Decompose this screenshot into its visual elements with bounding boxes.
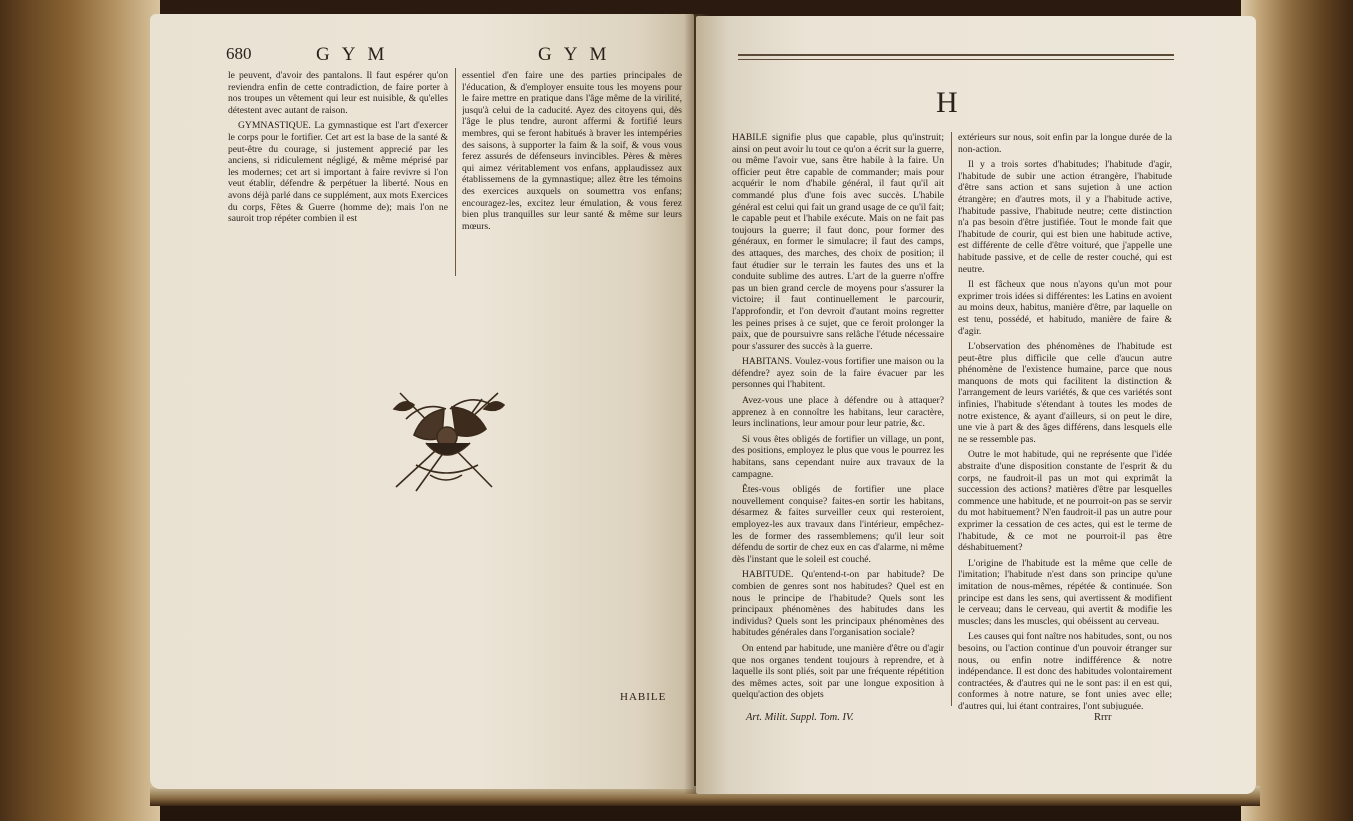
right-page-edges — [1241, 0, 1353, 821]
paragraph: L'observation des phénomènes de l'habitude est peut-être plus difficile que celle d'aucun autre phénomène de l'existence humaine, parce que nous manquons de mots qui facilitent la distinction & l'arrangement de leurs variétés, & que ces variétés sont infinies, l'habitude s'étendant à toutes les modes de notre existence, & ayant d'ailleurs, si on peut le dire, une vie à part & des âges différens, dans lesquels elle ne se ressemble pas. — [958, 341, 1172, 445]
right-page — [696, 16, 1256, 794]
paragraph: Si vous êtes obligés de fortifier un village, un pont, des positions, employez le plus que vous le pourrez les habitans, sans cependant nuire aux travaux de la campagne. — [732, 433, 944, 480]
paragraph: Il y a trois sortes d'habitudes; l'habitude d'agir, l'habitude de subir une action étrangère, l'habitude d'être sans action et sans sujetion à une action étrangère; en d'autres mots, il y a l'habitude active, l'habitude passive, l'habitude neutre; cette distinction n'a pas besoin d'être justifiée. Tout le monde fait que l'habitude de courir, qui est bien une habitude active, est différente de celle d'être voituré, que j'appelle une habitude passive, et de celle de rester couché, qui est neutre. — [958, 159, 1172, 275]
trophy-ornament-icon — [386, 379, 508, 497]
paragraph: Outre le mot habitude, qui ne représente que l'idée abstraite d'une disposition constante de l'esprit & du corps, ne faudroit-il pas un mot qui exprimât la succession des actions? matières d'être par lesquelles commence une habitude, et ne pourroit-on pas se servir du mot habituement? N'en faudroit-il pas un autre pour exprimer la cessation de ces actes, qui est le terme de l'habitude, & ce mot ne pourroit-il pas être déshabituement? — [958, 449, 1172, 554]
paragraph: Êtes-vous obligés de fortifier une place nouvellement conquise? faites-en sortir les habitans, désarmez & faites surveiller ceux qui resteroient, employez-les aux travaux dans l'intérieur, empêchez-les de former des rassemblemens; qu'il leur soit défendu de sortir de chez eux en cas d'alarme, ni même dès l'instant que le soleil est couché. — [732, 484, 944, 565]
right-column-1 — [732, 132, 944, 710]
left-column-2 — [462, 70, 682, 280]
footer-signature: Art. Milit. Suppl. Tom. IV. — [746, 712, 854, 723]
paragraph: HABITANS. Voulez-vous fortifier une maison ou la défendre? ayez soin de la faire évacuer par les personnes qui l'habitent. — [732, 356, 944, 391]
running-head-left: G Y M — [316, 44, 389, 65]
footer-signature-mark: Rrrr — [1094, 712, 1112, 723]
paragraph: extérieurs sur nous, soit enfin par la longue durée de la non-action. — [958, 132, 1172, 155]
left-page — [150, 14, 694, 789]
paragraph: On entend par habitude, une manière d'être ou d'agir que nos organes tendent toujours à reprendre, et à laquelle ils sont pliés, soit par une fréquente répétition des mêmes actes, soit par une longue exposition à quelqu'action des objets — [732, 642, 944, 701]
left-column-1 — [228, 70, 448, 280]
section-letter: H — [936, 86, 958, 119]
running-head-right: G Y M — [538, 44, 611, 65]
column-rule — [951, 132, 952, 706]
column-rule — [455, 68, 456, 276]
top-rule-thin — [738, 59, 1174, 60]
paragraph: HABITUDE. Qu'entend-t-on par habitude? De combien de genres sont nos habitudes? Quel est en nous le principe de l'habitude? Quels sont les principaux phénomènes des habitudes dans les individus? Quels sont les principaux phénomènes des habitudes générales dans l'organisation sociale? — [732, 569, 944, 639]
paragraph: Les causes qui font naître nos habitudes, sont, ou nos besoins, ou l'action continue d'un pouvoir étranger sur nous, ou enfin notre indifférence & notre indépendance. Il est donc des habitudes volontairement contractées, & d'autres qui ne le sont pas: il en est qui, conformes à notre nature, se font unies avec elle; d'autres qui, lui étant contraires, l'ont subjuguée. — [958, 631, 1172, 710]
paragraph: essentiel d'en faire une des parties principales de l'éducation, & d'employer ensuite tous les moyens pour le faire mettre en pratique dans l'âge même de la virilité, jusqu'à celui de la caducité. Ayez des citoyens qui, dès l'âge le plus tendre, auront affermi & fortifié leurs membres, qui se feront habitués à braver les intempéries des saisons, à supporter la faim & la soif, & vous vous ferez assurés de défenseurs invincibles. Pères & mères qui aimez véritablement vos enfans, applaudissez aux établissemens de la gymnastique; allez être les témoins des exercices auxquels on soumettra vos enfans; encouragez-les, excitez leur émulation, & vous ferez bien plus tranquilles sur leur santé & même sur leurs mœurs. — [462, 70, 682, 232]
paragraph: L'origine de l'habitude est la même que celle de l'imitation; l'habitude n'est dans son principe qu'une imitation de nous-mêmes, répétée & continuée. Son principe est dans les sens, qui avertissent & modifient le cerveau; dans le cerveau, qui avertit & modifie les muscles; dans les muscles, qui obéissent au cerveau. — [958, 557, 1172, 627]
top-rule — [738, 54, 1174, 56]
paragraph: le peuvent, d'avoir des pantalons. Il faut espérer qu'on reviendra enfin de cette contradiction, de faire porter à nos troupes un vêtement qui leur est nuisible, & qu'elles détestent avec autant de raison. — [228, 70, 448, 116]
paragraph: Il est fâcheux que nous n'ayons qu'un mot pour exprimer trois idées si différentes: les Latins en avoient au moins deux, habitus, manière d'être, par laquelle on est tenu, possédé, et habitudo, manière de faire & d'agir. — [958, 279, 1172, 337]
page-number: 680 — [226, 44, 252, 63]
paragraph: HABILE signifie plus que capable, plus qu'instruit; ainsi on peut avoir lu tout ce qu'on a écrit sur la guerre, ou même l'avoir vue, sans être habile à la faire. Un officier peut être capable de commander; mais pour acquérir le nom d'habile général, il faut qu'il ait commandé plus d'une fois avec succès. L'habile général est celui qui fait un grand usage de ce qu'il fait; le capable peut et l'habile exécute. Mais on ne fait pas toujours la guerre; il faut donc, pour former des généraux, en former le simulacre; il faut des camps, des attaques, des marches, des choix de position; il faut étudier sur le terrain les fautes des uns et la conduite sublime des autres. L'art de la guerre n'offre pas un bien grand cercle de moyens pour s'assurer la victoire; il faut continuellement le parcourir, l'approfondir, et l'on devroit d'autant moins regretter les peines prises à ce sujet, que ce feroit prolonger la paix, que de poursuivre sans relâche l'étude nécessaire pour s'assurer des succès à la guerre. — [732, 132, 944, 352]
left-page-edges — [0, 0, 160, 821]
right-column-2 — [958, 132, 1172, 710]
paragraph: GYMNASTIQUE. La gymnastique est l'art d'exercer le corps pour le fortifier. Cet art est la base de la santé & peut-être du courage, si justement apprecié par les anciens, si ridiculement négligé, & même méprisé par les modernes; cet art si important à faire revivre si l'on veut établir, défendre & perpétuer la liberté. Nous en avons déjà parlé dans ce supplément, aux mots Exercices du corps, Fêtes & Guerre (homme de); mais l'on ne sauroit trop répéter combien il est — [228, 120, 448, 225]
catchword: HABILE — [620, 691, 667, 703]
paragraph: Avez-vous une place à défendre ou à attaquer? apprenez à en connoître les habitans, leur caractère, leurs inclinations, leur amour pour leur patrie, &c. — [732, 395, 944, 430]
